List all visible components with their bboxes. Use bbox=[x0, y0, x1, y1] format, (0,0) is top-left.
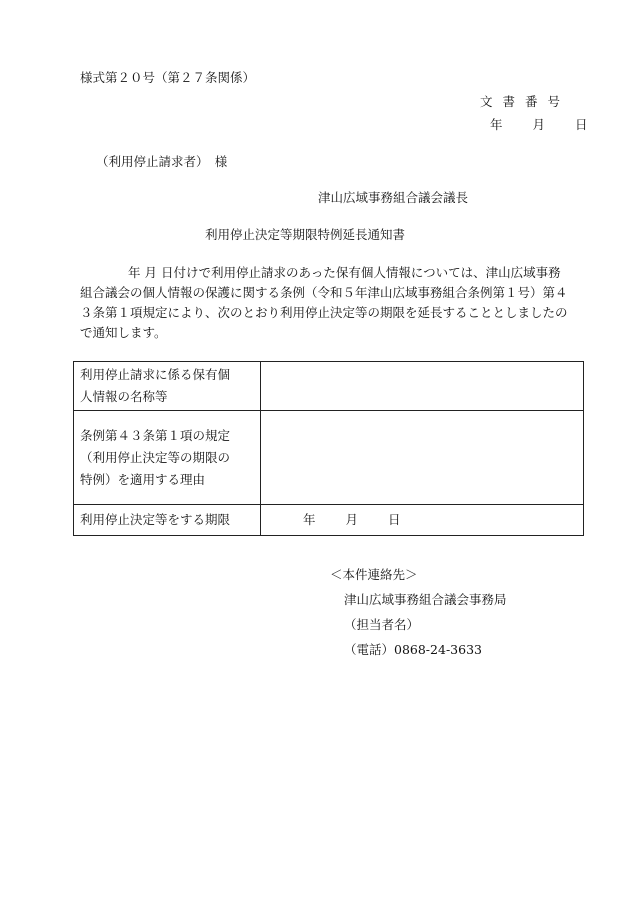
deadline-day-label: 日 bbox=[388, 512, 401, 527]
table-row bbox=[74, 411, 584, 505]
contact-phone: （電話）0868-24-3633 bbox=[344, 642, 482, 657]
table-label-reason bbox=[74, 411, 261, 505]
label-line: 人情報の名称等 bbox=[80, 389, 168, 404]
info-table bbox=[73, 361, 584, 536]
label-line: 利用停止請求に係る保有個 bbox=[80, 367, 231, 382]
form-number: 様式第２０号（第２７条関係） bbox=[80, 70, 256, 85]
table-label-record-name bbox=[74, 362, 261, 411]
contact-office: 津山広域事務組合議会事務局 bbox=[344, 592, 507, 607]
label-line: （利用停止決定等の期限の bbox=[80, 449, 231, 465]
deadline-year-label: 年 bbox=[303, 512, 316, 527]
document-title: 利用停止決定等期限特例延長通知書 bbox=[205, 227, 406, 242]
label-line: 条例第４３条第１項の規定 bbox=[80, 427, 231, 443]
document-number-label: 文書番号 bbox=[480, 94, 571, 109]
date-year-label: 年 bbox=[490, 117, 503, 132]
table-value-record-name bbox=[261, 362, 584, 411]
contact-person: （担当者名） bbox=[344, 617, 420, 632]
contact-block bbox=[330, 562, 507, 662]
body-paragraph: 年 月 日付けで利用停止請求のあった保有個人情報については、津山広域事務組合議会の個人情報の保護に関する条例（令和５年津山広域事務組合条例第１号）第４３条第１項規定により、次のとおり利用停止決定等の期限を延長することとしましたので通知します。 bbox=[80, 265, 568, 340]
addressee: （利用停止請求者） 様 bbox=[96, 154, 228, 169]
table-value-deadline bbox=[261, 505, 584, 536]
table-label-deadline: 利用停止決定等をする期限 bbox=[74, 505, 261, 536]
label-line: 特例）を適用する理由 bbox=[80, 471, 206, 487]
table-row bbox=[74, 505, 584, 536]
document-date bbox=[490, 115, 588, 133]
date-day-label: 日 bbox=[575, 117, 588, 132]
sender: 津山広域事務組合議会議長 bbox=[318, 190, 469, 205]
date-month-label: 月 bbox=[532, 117, 546, 132]
contact-heading: ＜本件連絡先＞ bbox=[330, 567, 418, 582]
table-value-reason bbox=[261, 411, 584, 505]
table-row bbox=[74, 362, 584, 411]
deadline-month-label: 月 bbox=[345, 512, 359, 527]
